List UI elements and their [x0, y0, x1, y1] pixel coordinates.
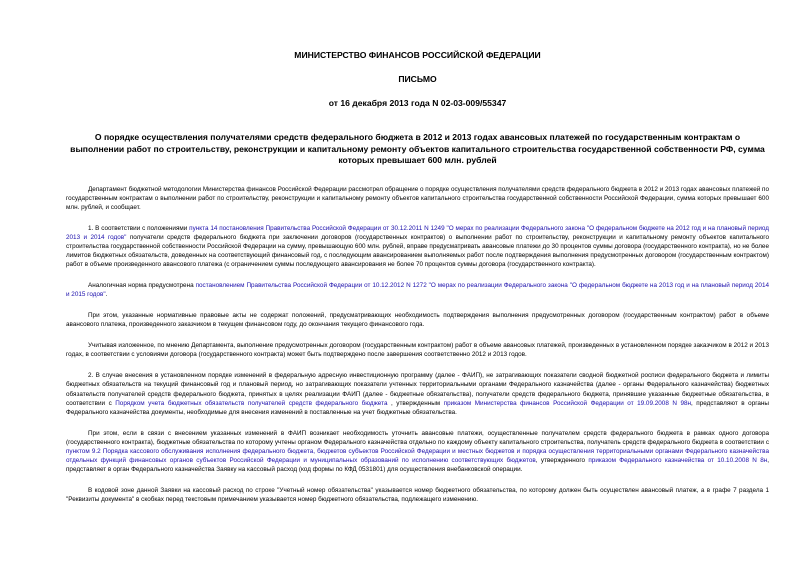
paragraph-text: .: [105, 291, 108, 299]
paragraph-intro: Департамент бюджетной методологии Министерства финансов Российской Федерации рассмотрел обращение о порядке осуществления получателями средств федерального бюджета в 2012 и 2013 годах авансовых платежей по государственным контрактам о выполнении работ по строительству, реконструкции и капитальному ремонту объектов капитального строительства государственной собственности Российской Федерации, сумма которых превышает 600 млн. рублей, и сообщает.: [66, 185, 769, 211]
paragraph-text: При этом, если в связи с внесением указанных изменений в ФАИП возникает необходимость уточнить авансовые платежи, осуществленные получателем средств федерального бюджета в рамках одного договора (государственного контракта), бюджетные обязательства по которому учтены органом Федерального казначейства отдельно по каждому объекту капитального строительства, получатель средств федерального бюджета в соответствии с: [66, 429, 769, 446]
paragraph-analog-norm: [66, 281, 769, 299]
document-title: О порядке осуществления получателями средств федерального бюджета в 2012 и 2013 годах авансовых платежей по государственным контрактам о выполнении работ по строительству, реконструкции и капитальному ремонту объектов капитального строительства государственной собственности РФ, сумма которых превышает 600 млн. рублей: [70, 132, 765, 166]
paragraph-text: , представляет в орган Федерального казначейства Заявку на кассовый расход (код формы по КФД 0531801) для осуществления внебанковской операции.: [66, 456, 770, 473]
paragraph-note: При этом, указанные нормативные правовые акты не содержат положений, предусматривающих необходимость подтверждения выполнения предусмотренных договором (государственным контрактом) работ в объеме авансового платежа, произведенного заказчиком в текущем финансовом году, до окончания текущего финансового года.: [66, 312, 769, 329]
link-cash-service-procedure[interactable]: пунктом 9.2 Порядка кассового обслуживания исполнения федерального бюджета, бюджетов субъектов Российской Федерации и местных бюджетов и порядка осуществления территориальными органами Федерального казначейства отдельных функций финансовых органов субъектов Российской Федерации и муниципальных образований по исполнению соответствующих бюджетов: [66, 447, 769, 464]
link-order-8n[interactable]: приказом Федерального казначейства от 10.10.2008 N 8н: [588, 456, 768, 464]
paragraph-2: [66, 371, 769, 416]
document-type-heading: ПИСЬМО: [398, 74, 437, 84]
paragraph-text: Аналогичная норма предусмотрена: [88, 282, 196, 290]
paragraph-text: 1. В соответствии с положениями: [88, 224, 190, 232]
paragraph-code-zone: В кодовой зоне данной Заявки на кассовый расход по строке "Учетный номер обязательства" указывается номер бюджетного обязательства, по которому должен быть осуществлен авансовый платеж, а в графе 7 раздела 1 "Реквизиты документа" в скобках перед текстовым примечанием указывается номер бюджетного обязательства, подлежащего изменению.: [66, 486, 769, 503]
link-decree-1272[interactable]: постановлением Правительства Российской Федерации от 10.12.2012 N 1272 "О мерах по реализации Федерального закона "О федеральном бюджете на 2013 год и на плановый период 2014 и 2015 годов": [66, 282, 769, 299]
paragraph-text: получатели средств федерального бюджета при заключении договоров (государственных контрактов) о выполнении работ по строительству, реконструкции и капитальному ремонту объектов капитального строительства государственной собственности Российской Федерации на сумму, превышающую 600 млн. рублей, вправе предусматривать авансовые платежи до 30 процентов суммы договора (государственного контракта), но не более лимитов бюджетных обязательств, доведенных на соответствующий финансовый год, с последующим авансированием выполняемых работ после подтверждения выполнения предусмотренных договором (государственным контрактом) работ в объеме произведенного авансового платежа (с ограничением суммы последующего авансирования не более 70 процентов суммы договора (государственного контракта).: [66, 233, 769, 269]
paragraph-text: , утвержденного: [535, 456, 589, 464]
paragraph-conclusion: Учитывая изложенное, по мнению Департамента, выполнение предусмотренных договором (государственным контрактом) работ в объеме авансовых платежей, произведенных в установленном порядке заказчиком в 2012 и 2013 годах, в соответствии с условиями договора (государственного контракта) может быть подтверждено после завершения соответственно 2012 и 2013 годов.: [66, 342, 769, 359]
link-decree-1249[interactable]: пункта 14 постановления Правительства Российской Федерации от 30.12.2011 N 1249 "О мерах по реализации Федерального закона "О федеральном бюджете на 2012 год и на плановый период 2013 и 2014 годов": [66, 224, 769, 241]
link-order-98n[interactable]: приказом Министерства финансов Российской Федерации от 19.09.2008 N 98н: [443, 399, 692, 407]
paragraph-text: , представляют в органы Федерального казначейства документы, необходимые для внесения изменений в поставленные на учет бюджетные обязательства.: [66, 399, 769, 416]
paragraph-text: , утвержденным: [387, 399, 444, 407]
ministry-heading: МИНИСТЕРСТВО ФИНАНСОВ РОССИЙСКОЙ ФЕДЕРАЦИИ: [294, 50, 541, 60]
document-date-number: от 16 декабря 2013 года N 02-03-009/55347: [328, 98, 507, 108]
document-body: [66, 185, 769, 504]
paragraph-text: 2. В случае внесения в установленном порядке изменений в федеральную адресную инвестиционную программу (далее - ФАИП), не затрагивающих показатели сводной бюджетной росписи федерального бюджета и лимиты бюджетных обязательств на текущий финансовый год и плановый период, но затрагивающих показатели учтенных территориальными органами Федерального казначейства (далее - органы Федерального казначейства) бюджетных обязательств получателей средств федерального бюджета, принятых в целях реализации ФАИП (далее - бюджетные обязательства), получатели средств федерального бюджета, принявшие указанные бюджетные обязательства, в соответствии с: [66, 372, 769, 407]
paragraph-faip-changes: [66, 429, 769, 474]
paragraph-1: [66, 224, 769, 269]
link-accounting-procedure[interactable]: Порядком учета бюджетных обязательств получателей средств федерального бюджета: [115, 399, 388, 407]
